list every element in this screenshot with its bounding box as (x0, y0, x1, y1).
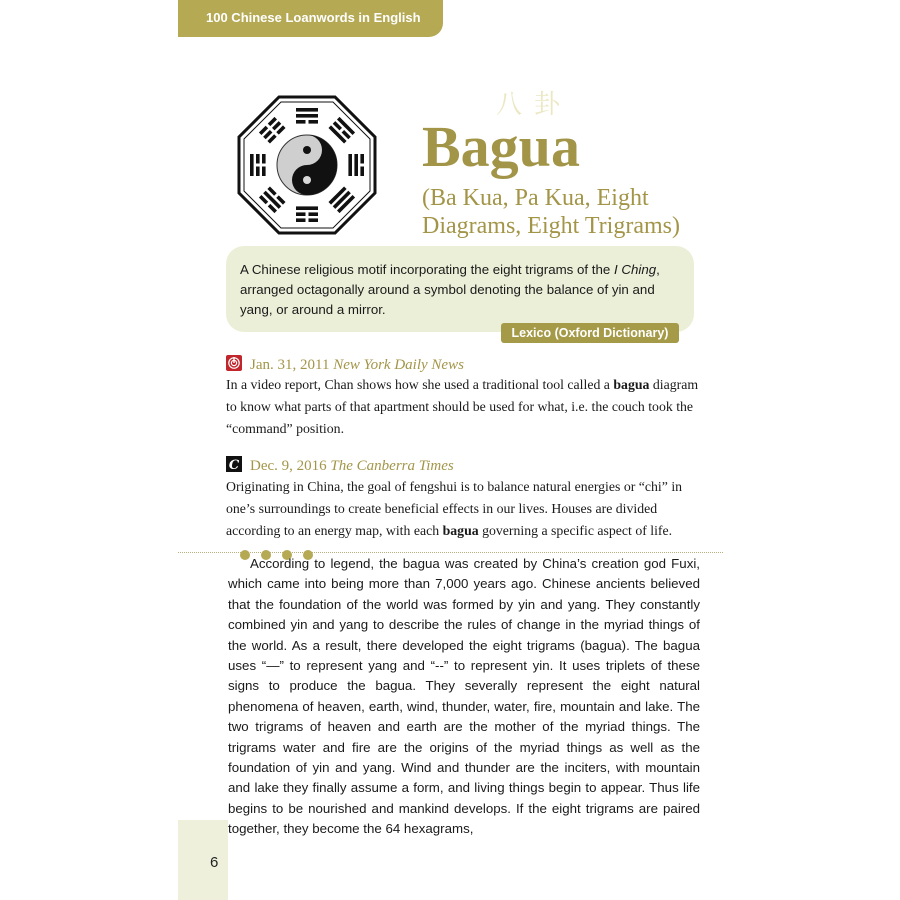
quote-text-start: In a video report, Chan shows how she used a traditional tool called a (226, 377, 614, 392)
svg-text:C: C (228, 458, 240, 472)
headword: Bagua (422, 114, 580, 179)
book-title: 100 Chinese Loanwords in English (206, 10, 421, 25)
citation-quote-1 (226, 374, 702, 440)
citation-heading-1 (226, 355, 464, 375)
quote-text-end: governing a specific aspect of life. (478, 523, 673, 538)
newspaper-logo-icon (226, 355, 242, 371)
chinese-characters: 八卦 (496, 90, 573, 120)
definition-text-end: , arranged octagonally around a symbol denoting the balance of yin and yang, or around a mirror. (240, 262, 660, 317)
source-badge: Lexico (Oxford Dictionary) (501, 323, 679, 343)
citation-quote-2 (226, 476, 702, 542)
quote-text-start: Originating in China, the goal of fengshui is to balance natural energies or “chi” in one’s surroundings to create beneficial effects in our lives. Houses are divided according to an energy map, with each (226, 479, 683, 538)
body-paragraph: According to legend, the bagua was created by China’s creation god Fuxi, which came into being more than 7,000 years ago. Chinese ancients believed that the foundation of the world was formed by yin and yang. They constantly combined yin and yang to describe the rules of change in the myriad things of the world. As a result, there developed the eight trigrams (bagua). The bagua uses “—” to represent yang and “--” to represent yin. It uses triplets of these signs to produce the bagua. They severally represent the eight natural phenomena of heaven, earth, wind, thunder, water, fire, mountain and lake. The two trigrams of heaven and earth are the mother of the myriad things. The trigrams water and fire are the origins of the myriad things as well as the foundation of yin and yang. Wind and thunder are the inciters, with mountain and lake they finally assume a form, and living things begin to appear. Thus life begins to be nourished and mankind develops. If the eight trigrams are paired together, they become the 64 hexagrams, (228, 556, 700, 837)
definition-text (240, 260, 686, 320)
citation-date: Dec. 9, 2016 (250, 458, 327, 474)
quote-text-end: diagram to know what parts of that apartment should be used for what, i.e. the couch took the “command” position. (226, 377, 699, 436)
quote-keyword: bagua (613, 377, 650, 392)
citation-date: Jan. 31, 2011 (250, 357, 330, 373)
header-tab (178, 0, 443, 37)
citation-heading-2 (226, 456, 454, 476)
citation-publication: The Canberra Times (330, 458, 454, 474)
page-number: 6 (210, 854, 219, 871)
quote-keyword: bagua (442, 523, 479, 538)
headword-variants: (Ba Kua, Pa Kua, Eight Diagrams, Eight Trigrams) (422, 185, 680, 239)
definition-text-start: A Chinese religious motif incorporating the eight trigrams of the (240, 262, 614, 277)
canberra-logo-icon (226, 456, 242, 472)
definition-italic: I Ching (613, 262, 657, 277)
page-tab (178, 820, 228, 900)
bagua-icon (236, 94, 378, 236)
citation-publication: New York Daily News (333, 357, 464, 373)
body-text (228, 554, 700, 840)
